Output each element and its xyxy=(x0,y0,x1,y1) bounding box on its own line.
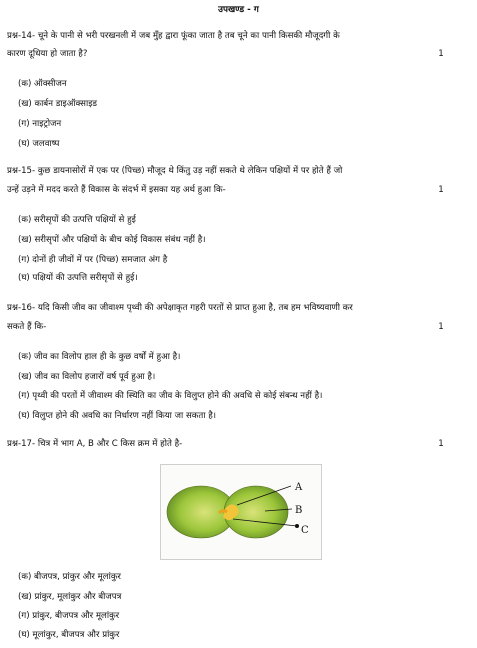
question-16-marks: 1 xyxy=(438,322,444,332)
question-15-option-d: (घ) पक्षियों की उत्पत्ति सरीसृपों से हुई। xyxy=(18,273,138,283)
question-14-line-2: कारण दूधिया हो जाता है? xyxy=(7,49,88,59)
question-17-option-d: (घ) मूलांकुर, बीजपत्र और प्रांकुर xyxy=(18,630,120,640)
question-16-option-a: (क) जीव का विलोप हाल ही के कुछ वर्षों में हुआ है। xyxy=(18,352,181,362)
label-a: A xyxy=(295,482,303,493)
question-16-option-b: (ख) जीव का विलोप हजारों वर्ष पूर्व हुआ है। xyxy=(18,372,156,382)
question-17-option-b: (ख) प्रांकुर, मूलांकुर और बीजपत्र xyxy=(18,592,122,602)
section-title: उपखण्ड - ग xyxy=(218,5,259,15)
question-15-option-c: (ग) दोनों ही जीवों में पर (पिच्छ) समजात अंग है xyxy=(18,255,168,265)
question-16-option-c: (ग) पृथ्वी की परतों में जीवाश्म की स्थिति का जीव के विलुप्त होने की अवधि से कोई संबन्ध नहीं है। xyxy=(18,391,323,401)
question-16-line-1: प्रश्न-16- यदि किसी जीव का जीवाश्म पृथ्वी की अपेक्षाकृत गहरी परतों से प्राप्त हुआ है, तब हम भविष्यवाणी कर xyxy=(7,303,353,313)
seed-diagram xyxy=(161,465,321,559)
pointer-c-dot xyxy=(295,524,299,528)
question-16-option-d: (घ) विलुप्त होने की अवधि का निर्धारण नहीं किया जा सकता है। xyxy=(18,411,217,421)
question-14-marks: 1 xyxy=(438,49,444,59)
question-15-line-2: उन्हें उड़ने में मदद करते हैं विकास के संदर्भ में इसका यह अर्थ हुआ कि- xyxy=(7,185,226,195)
question-15-line-1: प्रश्न-15- कुछ डायनासोरों में एक पर (पिच्छ) मौजूद थे किंतु उड़ नहीं सकते थे लेकिन पक्षियों में पर होते हैं जो xyxy=(7,166,343,176)
question-16-line-2: सकते हैं कि- xyxy=(7,322,47,332)
question-15-option-a: (क) सरीसृपों की उत्पत्ति पक्षियों से हुई xyxy=(18,215,136,225)
question-14-option-a: (क) ऑक्सीजन xyxy=(18,79,67,89)
question-14-option-d: (घ) जलवाष्प xyxy=(18,139,60,149)
question-17-marks: 1 xyxy=(438,439,444,449)
question-15-option-b: (ख) सरीसृपों और पक्षियों के बीच कोई विकास संबंध नहीं है। xyxy=(18,235,206,245)
question-17-option-c: (ग) प्रांकुर, बीजपत्र और मूलांकुर xyxy=(18,611,120,621)
question-14-option-c: (ग) नाइट्रोजन xyxy=(18,119,62,129)
seed-embryo-figure xyxy=(160,464,322,560)
question-15-marks: 1 xyxy=(438,185,444,195)
label-b: B xyxy=(295,505,303,516)
question-17-option-a: (क) बीजपत्र, प्रांकुर और मूलांकुर xyxy=(18,572,121,582)
question-14-line-1: प्रश्न-14- चूने के पानी से भरी परखनली में जब मुँह द्वारा फूंका जाता है तब चूने का पानी किसकी मौजूदगी के xyxy=(7,31,340,41)
question-14-option-b: (ख) कार्बन डाइऑक्साइड xyxy=(18,99,98,109)
label-c: C xyxy=(301,525,309,536)
question-17-line-1: प्रश्न-17- चित्र में भाग A, B और C किस क्रम में होते है- xyxy=(7,439,183,449)
